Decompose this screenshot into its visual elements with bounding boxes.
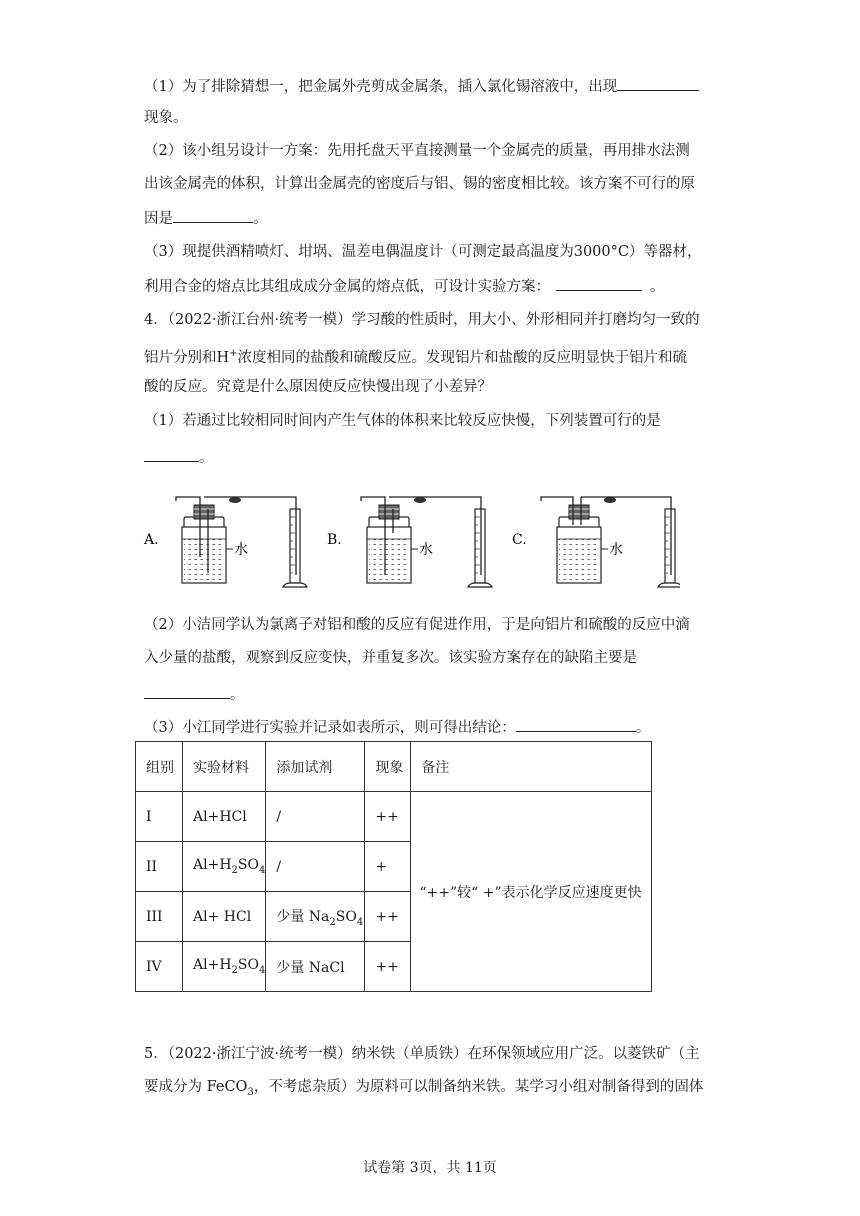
table-header: 添加试剂 (266, 742, 365, 792)
q4-part1-line2: 。 (144, 446, 214, 468)
q4-part1-line1: （1）若通过比较相同时间内产生气体的体积来比较反应快慢，下列装置可行的是 (144, 413, 661, 429)
q4-line3: 酸的反应。究竟是什么原因使反应快慢出现了小差异？ (144, 379, 492, 395)
table-cell: ++ (365, 942, 411, 992)
q5-line1: 5．（2022·浙江宁波·统考一模）纳米铁（单质铁）在环保领域应用广泛。以菱铁矿（主 (144, 1046, 700, 1062)
table-cell: III (136, 892, 183, 942)
table-cell: $Al+H_2SO_4$ (183, 942, 266, 992)
q4-line2: 铝片分别和H+浓度相同的盐酸和硫酸反应。发现铝片和盐酸的反应明显快于铝片和硫 (144, 348, 688, 366)
apparatus-diagram (140, 487, 680, 597)
table-note: “++”较“ +”表示化学反应速度更快 (419, 884, 642, 901)
q5-line2: 要成分为 FeCO$_3$，不考虑杂质）为原料可以制备纳米铁。某学习小组对制备得到的固体 (144, 1079, 704, 1098)
table-row (136, 792, 652, 842)
table-cell: ++ (365, 892, 411, 942)
q3-part3-line1: （3）现提供酒精喷灯、坩埚、温差电偶温度计（可测定最高温度为3000°C）等器材， (144, 244, 702, 260)
q4-part2-line1: （2）小洁同学认为氯离子对铝和酸的反应有促进作用，于是向铝片和硫酸的反应中滴 (144, 617, 690, 633)
table-cell: ++ (365, 792, 411, 842)
table-cell: $Al+H_2SO_4$ (183, 842, 266, 892)
table-cell: / (266, 792, 365, 842)
table-header: 现象 (365, 742, 411, 792)
apparatus-b-water-label: 水 (419, 542, 433, 558)
table-cell: 少量 NaCl (266, 942, 365, 992)
page-footer: 试卷第 3页，共 11页 (363, 1160, 497, 1176)
apparatus-c-water-label: 水 (609, 542, 623, 558)
table-cell: I (136, 792, 183, 842)
table-header: 组别 (136, 742, 183, 792)
table-cell: / (266, 842, 365, 892)
q3-part3-line2: 利用合金的熔点比其组成成分金属的熔点低，可设计实验方案： 。 (144, 275, 665, 297)
q4-part2-line3: 。 (144, 683, 245, 705)
q3-part2-line1: （2）该小组另设计一方案：先用托盘天平直接测量一个金属壳的质量，再用排水法测 (144, 143, 690, 159)
table-cell: + (365, 842, 411, 892)
answer-blank[interactable] (144, 446, 199, 462)
q3-part1-line1: （1）为了排除猜想一，把金属外壳剪成金属条，插入氯化锡溶液中，出现 (144, 75, 699, 97)
table-cell: Al+ HCl (183, 892, 266, 942)
table-header: 实验材料 (183, 742, 266, 792)
answer-blank[interactable] (173, 207, 253, 223)
table-header: 备注 (411, 742, 652, 792)
q4-part2-line2: 入少量的盐酸，观察到反应变快，并重复多次。该实验方案存在的缺陷主要是 (144, 650, 637, 666)
table-cell: 少量 $Na_2SO_4$ (266, 892, 365, 942)
table-header-row (136, 742, 652, 792)
answer-blank[interactable] (144, 683, 230, 699)
q3-part2-line2: 出该金属壳的体积，计算出金属壳的密度后与铝、锡的密度相比较。该方案不可行的原 (144, 176, 695, 192)
table-note-cell (411, 792, 652, 992)
apparatus-a-label: A. (144, 532, 159, 548)
apparatus-a-water-label: 水 (234, 542, 248, 558)
table-cell: Al+HCl (183, 792, 266, 842)
apparatus-c-label: C. (512, 532, 527, 548)
q3-part1-line2: 现象。 (144, 110, 188, 126)
table-cell: IV (136, 942, 183, 992)
q4-part3-line1: （3）小江同学进行实验并记录如表所示，则可得出结论： 。 (144, 716, 650, 738)
experiment-table (135, 741, 652, 992)
q4-header: 4．（2022·浙江台州·统考一模）学习酸的性质时，用大小、外形相同并打磨均匀一致的 (144, 312, 700, 328)
apparatus-b-label: B. (327, 532, 342, 548)
answer-blank[interactable] (617, 75, 699, 91)
q3-part2-line3: 因是 。 (144, 207, 268, 229)
answer-blank[interactable] (516, 716, 636, 732)
table-cell: II (136, 842, 183, 892)
answer-blank[interactable] (556, 275, 642, 291)
